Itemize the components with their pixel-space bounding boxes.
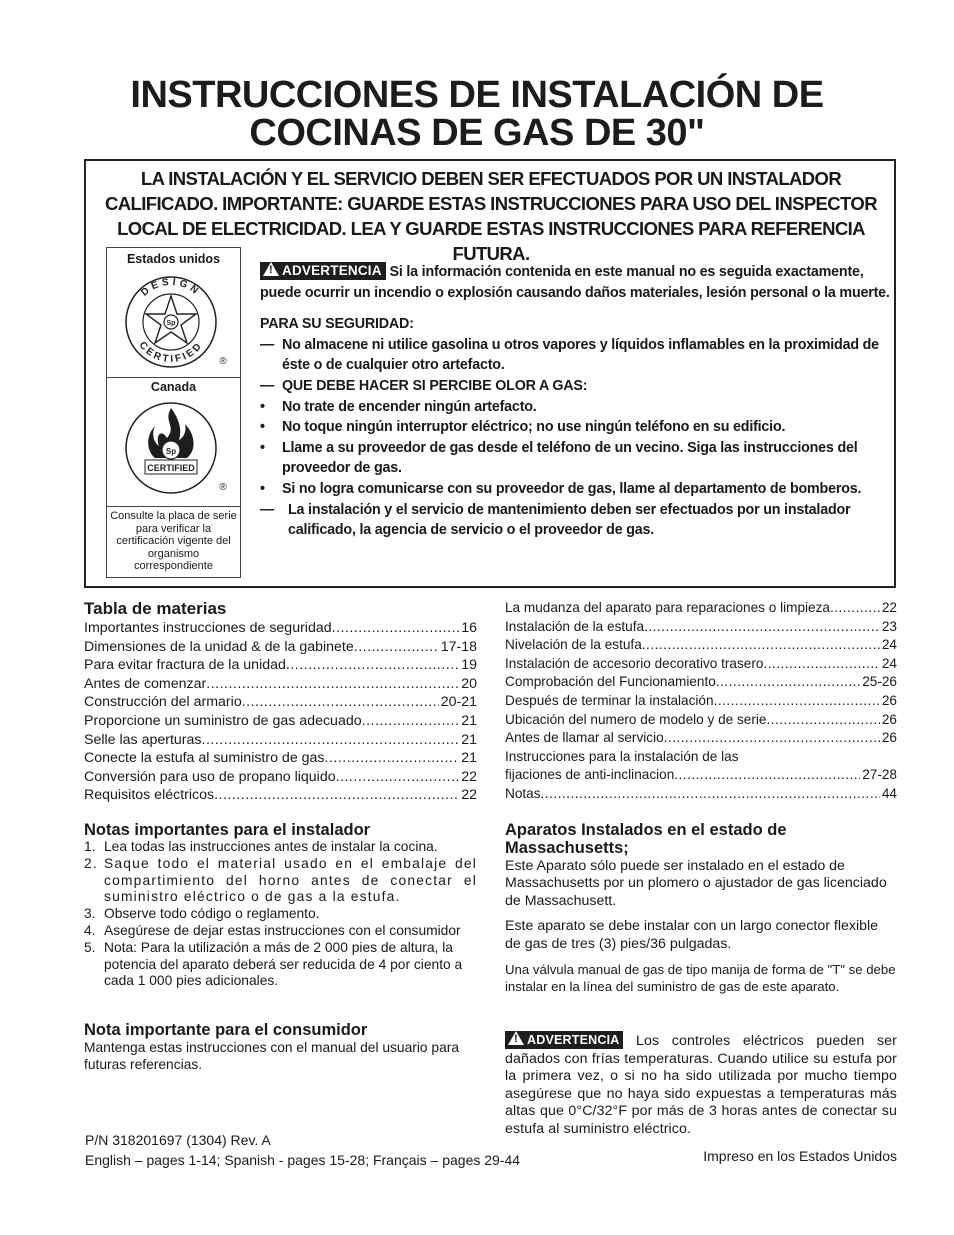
toc-entry (505, 618, 897, 637)
list-number: 1. (84, 839, 96, 854)
csa-certified-logo (121, 400, 231, 496)
toc-entry-page: 44 (881, 785, 897, 801)
box-header-line-2: CALIFICADO. IMPORTANTE: GUARDE ESTAS INSTRUCCIONES PARA USO DEL INSPECTOR (105, 193, 877, 214)
toc-entry-title: La mudanza del aparato para reparaciones o limpieza (505, 600, 830, 615)
toc-entry (84, 619, 477, 638)
toc-entry-page: 21 (461, 750, 477, 767)
toc-entry-page: 21 (461, 712, 477, 729)
toc-leader-dots (202, 731, 460, 750)
toc-entry-title: Conversión para uso de propano liquido (84, 768, 336, 785)
toc-entry (505, 673, 897, 692)
box-header-line-3: LOCAL DE ELECTRICIDAD. LEA Y GUARDE ESTAS INSTRUCCIONES PARA REFERENCIA (117, 218, 865, 239)
toc-entry-page: 27-28 (862, 767, 897, 783)
toc-entry-page: 20-21 (440, 694, 477, 711)
toc-entry-title: Nivelación de la estufa (505, 637, 642, 653)
toc-entry-page: 19 (461, 657, 477, 674)
toc-entry-title: Dimensiones de la unidad & de la gabinete (84, 638, 354, 655)
toc-entry (505, 711, 897, 730)
massachusetts-p1: Este Aparato sólo puede ser instalado en el estado de Massachusetts por un plomero o ajustador de gas licenciado de Massachusett. (505, 858, 887, 909)
list-text: Nota: Para la utilización a más de 2 000 pies de altura, la potencia del aparato deberá ser reducida de 4 por ciento a cada 1 000 pies adicionales. (104, 939, 463, 989)
installer-list-item (84, 856, 477, 906)
installer-list (84, 839, 477, 990)
svg-text:CERTIFIED (137, 340, 206, 365)
toc-entry-page: 26 (881, 711, 897, 727)
us-logo-top-text: DESIGN (139, 276, 203, 299)
toc-entry-title: Requisitos eléctricos (84, 787, 215, 804)
consumer-heading: Nota importante para el consumidor (84, 1021, 368, 1039)
divider (107, 377, 240, 378)
toc-left-list (84, 619, 477, 805)
toc-entry (505, 599, 897, 618)
divider (107, 506, 240, 507)
list-text: Observe todo código o reglamento. (104, 906, 320, 922)
warning-text: Si la información contenida en este manual no es seguida exactamente, puede ocurrir un incendio o explosión causando daños materiales, lesión personal o la muerte. (260, 264, 890, 301)
consumer-note (84, 1021, 477, 1073)
toc-entry-page: 22 (881, 600, 897, 615)
toc-entry-page: 21 (461, 731, 477, 748)
massachusetts-section (505, 821, 897, 995)
toc-leader-dots (354, 638, 439, 657)
list-number: 5. (84, 939, 96, 955)
us-logo-bottom-text: CERTIFIED (136, 339, 206, 366)
toc-entry-page: 20 (461, 675, 477, 692)
toc-leader-dots (336, 768, 460, 787)
csa-design-certified-logo (121, 272, 231, 370)
language-pages: English – pages 1-14; Spanish - pages 15-28; Français – pages 29-44 (85, 1152, 521, 1168)
toc-entry-page: 23 (881, 618, 897, 634)
toc-entry-title: Instalación de la estufa (505, 618, 645, 634)
safety-bullet-item: • No trate de encender ningún artefacto. (260, 398, 537, 415)
toc-entry (84, 675, 477, 694)
installer-list-item (84, 940, 477, 990)
toc-leader-dots (714, 692, 880, 711)
toc-leader-dots (242, 693, 439, 712)
part-number: P/N 318201697 (1304) Rev. A (85, 1132, 271, 1148)
consumer-text: Mantenga estas instrucciones con el manual del usuario para futuras referencias. (84, 1040, 460, 1072)
toc-leader-dots (664, 729, 880, 748)
toc-entry (84, 693, 477, 712)
us-label: Estados unidos (126, 252, 221, 266)
list-text: Saque todo el material usado en el embalaje del compartimiento del horno antes de conectar el suministro eléctrico o de gas a la estufa. (104, 855, 477, 905)
toc-entry-title: Instalación de accesorio decorativo trasero (505, 655, 764, 671)
toc-entry (84, 731, 477, 750)
toc-leader-dots (766, 711, 879, 730)
toc-entry-title: Para evitar fractura de la unidad (84, 657, 286, 674)
toc-entry (505, 636, 897, 655)
toc-entry (84, 786, 477, 805)
svg-text:Sp: Sp (166, 320, 176, 327)
massachusetts-p2: Este aparato se debe instalar con un largo conector flexible de gas de tres (3) pies/36 pulgadas. (505, 918, 879, 952)
safety-dash-item: — QUE DEBE HACER SI PERCIBE OLOR A GAS: (260, 377, 588, 394)
toc-entry-title: Construcción del armario (84, 694, 242, 711)
warning-badge (505, 1031, 623, 1049)
toc-leader-dots (716, 673, 860, 692)
installer-list-item (84, 923, 477, 940)
toc-leader-dots (830, 599, 880, 618)
toc-entry-page: 22 (461, 787, 477, 804)
safety-text (260, 262, 890, 541)
toc-entry-title: Comprobación del Funcionamiento (505, 674, 716, 690)
toc-entry-title: Selle las aperturas (84, 731, 202, 748)
installer-notes (84, 821, 477, 990)
toc-entry (505, 748, 897, 785)
warning-triangle-icon: ! (508, 1031, 524, 1045)
title-line-1: INSTRUCCIONES DE INSTALACIÓN DE (130, 74, 824, 116)
toc-entry-page: 22 (461, 768, 477, 785)
toc-entry-title: Antes de llamar al servicio (505, 730, 664, 746)
toc-entry-title: Antes de comenzar (84, 675, 207, 692)
certification-panel (106, 247, 241, 578)
safety-dash-item: — No almacene ni utilice gasolina u otros vapores y líquidos inflamables en la proximidad de éste o de cualquier otro artefacto. (260, 336, 879, 374)
toc-leader-dots (332, 619, 460, 638)
list-text: Asegúrese de dejar estas instrucciones con el consumidor (104, 922, 461, 938)
safety-bullet-item: • Llame a su proveedor de gas desde el teléfono de un vecino. Siga las instrucciones del proveedor de gas. (260, 439, 858, 477)
toc-entry (505, 692, 897, 711)
safety-bullet-item: • No toque ningún interruptor eléctrico; no use ningún teléfono en su edificio. (260, 419, 786, 436)
us-registered-mark: ® (219, 356, 227, 367)
toc-leader-dots (763, 655, 879, 674)
printed-in: Impreso en los Estados Unidos (703, 1148, 897, 1164)
safety-heading: PARA SU SEGURIDAD: (260, 316, 414, 333)
toc-leader-dots (286, 656, 459, 675)
toc-entry-page: 25-26 (862, 674, 897, 690)
toc-entry-title: Después de terminar la instalación (505, 692, 714, 708)
toc-entry (84, 768, 477, 787)
toc-entry (84, 749, 477, 768)
toc-entry-title: Instrucciones para la instalación de las (505, 748, 739, 764)
massachusetts-heading: Aparatos Instalados en el estado de Massachusetts; (505, 821, 787, 857)
installer-list-item (84, 839, 477, 856)
toc-entry-title: Proporcione un suministro de gas adecuado (84, 712, 362, 729)
warning-triangle-icon: ! (263, 262, 279, 276)
toc-leader-dots (325, 749, 460, 768)
warning-badge-label: ADVERTENCIA (527, 1033, 620, 1047)
box-header-line-4: FUTURA. (452, 243, 530, 264)
warning-badge (260, 262, 386, 280)
toc-heading: Tabla de materias (84, 599, 227, 618)
canada-registered-mark: ® (219, 482, 227, 493)
toc-right (505, 599, 897, 804)
toc-entry-page: 26 (881, 692, 897, 708)
toc-entry-page: 24 (881, 637, 897, 653)
massachusetts-p3: Una válvula manual de gas de tipo manija de forma de "T" se debe instalar en la línea del suministro de gas de este aparato. (505, 962, 896, 995)
toc-entry-title: Ubicación del numero de modelo y de serie (505, 711, 767, 727)
toc-entry-page: 24 (881, 655, 897, 671)
toc-entry (84, 638, 477, 657)
toc-entry-page: 17-18 (440, 638, 477, 655)
toc-entry (505, 655, 897, 674)
toc-entry (84, 712, 477, 731)
installer-heading: Notas importantes para el instalador (84, 821, 371, 839)
toc-entry (505, 729, 897, 748)
installer-list-item (84, 906, 477, 923)
list-number: 2. (84, 855, 98, 871)
toc-entry-title: Importantes instrucciones de seguridad (84, 620, 332, 636)
toc-leader-dots (206, 675, 459, 694)
toc-entry-title: fijaciones de anti-inclinacion (505, 767, 675, 783)
warning-badge-label: ADVERTENCIA (282, 263, 382, 278)
list-number: 4. (84, 922, 96, 938)
toc-leader-dots (214, 786, 459, 805)
box-header-line-1: LA INSTALACIÓN Y EL SERVICIO DEBEN SER EFECTUADOS POR UN INSTALADOR (140, 168, 842, 189)
title-line-2: COCINAS DE GAS DE 30" (249, 112, 705, 154)
toc-leader-dots (644, 618, 880, 637)
toc-entry-title: Notas (505, 785, 541, 801)
toc-right-list (505, 599, 897, 748)
safety-dash-item: — La instalación y el servicio de mantenimiento deben ser efectuados por un instalador calificado, la agencia de servicio o el proveedor de gas. (260, 501, 851, 539)
svg-text:Sp: Sp (165, 447, 177, 456)
safety-bullet-item: • Si no logra comunicarse con su proveedor de gas, llame al departamento de bomberos. (260, 480, 862, 497)
warning-2 (505, 1031, 897, 1139)
toc-leader-dots (362, 712, 460, 731)
toc-entry-title: Conecte la estufa al suministro de gas (84, 750, 325, 767)
page-title (0, 76, 954, 152)
toc-entry-page: 26 (881, 730, 897, 746)
certification-note: Consulte la placa de serie para verificar la certificación vigente del organismo correspondiente (110, 510, 237, 573)
toc-entry-page: 16 (461, 620, 477, 636)
toc-left (84, 600, 477, 805)
list-text: Lea todas las instrucciones antes de instalar la cocina. (104, 839, 438, 854)
canada-logo-text: CERTIFIED (147, 463, 195, 473)
toc-entry (84, 656, 477, 675)
toc-leader-dots (642, 636, 880, 655)
list-number: 3. (84, 906, 96, 922)
warning-2-text: Los controles eléctricos pueden ser dañados con frías temperaturas. Cuando utilice su estufa por la primera vez, o si no ha sido utilizada por mucho tiempo asegúrese que no haya sido expuestas a temperaturas más altas que 0°C/32°F por más de 3 horas antes de conectar su estufa al suministro eléctrico. (505, 1033, 897, 1137)
canada-label: Canada (150, 380, 197, 394)
toc-entry (505, 785, 897, 804)
